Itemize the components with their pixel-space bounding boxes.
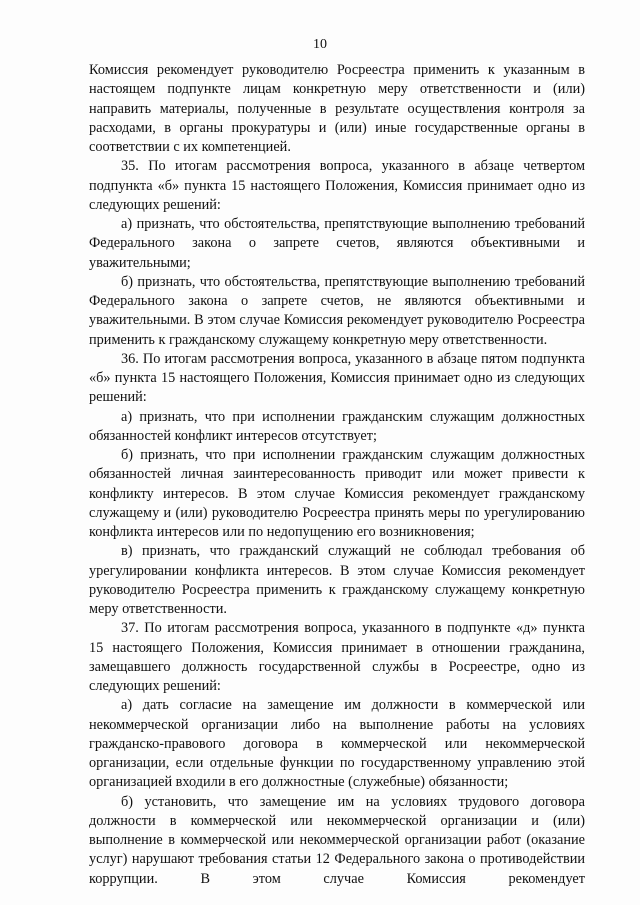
paragraph-item-35-b: б) признать, что обстоятельства, препятствующие выполнению требований Федерального закона о запрете счетов, не являются объективными и уважительными. В этом случае Комиссия рекомендует руководителю Росреестра применить к гражданскому служащему конкретную меру ответственности. bbox=[89, 273, 585, 348]
document-body bbox=[89, 61, 585, 889]
paragraph-item-37: 37. По итогам рассмотрения вопроса, указанного в подпункте «д» пункта 15 настоящего Положения, Комиссия принимает в отношении гражданина, замещавшего должность государственной службы в Росреестре, одно из следующих решений: bbox=[89, 620, 585, 694]
paragraph-item-36-b: б) признать, что при исполнении гражданским служащим должностных обязанностей личная заинтересованность приводит или может привести к конфликту интересов. В этом случае Комиссия рекомендует гражданскому служащему и (или) руководителю Росреестра принять меры по урегулированию конфликта интересов или по недопущению его возникновения; bbox=[89, 447, 585, 540]
paragraph-continuation: Комиссия рекомендует руководителю Росреестра применить к указанным в настоящем подпункте лицам конкретную меру ответственности и (или) направить материалы, полученные в результате осуществления контроля за расходами, в органы прокуратуры и (или) иные государственные органы в соответствии с их компетенцией. bbox=[89, 62, 585, 155]
paragraph-item-37-b: б) установить, что замещение им на условиях трудового договора должности в коммерческой или некоммерческой организации и (или) выполнение в коммерческой или некоммерческой организации работ (оказание услуг) нарушают требования статьи 12 Федерального закона о противодействии коррупции. В этом случае Комиссия рекомендует bbox=[89, 793, 585, 887]
paragraph-item-37-a: а) дать согласие на замещение им должности в коммерческой или некоммерческой организации либо на выполнение работы на условиях гражданско-правового договора в коммерческой или некоммерческой организации, если отдельные функции по государственному управлению этой организацией входили в его должностные (служебные) обязанности; bbox=[89, 697, 585, 791]
paragraph-item-35-a: а) признать, что обстоятельства, препятствующие выполнению требований Федерального закона о запрете счетов, являются объективными и уважительными; bbox=[89, 216, 585, 271]
paragraph-item-36-c: в) признать, что гражданский служащий не соблюдал требования об урегулировании конфликта интересов. В этом случае Комиссия рекомендует руководителю Росреестра применить к гражданскому служащему конкретную меру ответственности. bbox=[89, 543, 585, 617]
page-number: 10 bbox=[313, 37, 327, 52]
paragraph-item-36-a: а) признать, что при исполнении гражданским служащим должностных обязанностей конфликт интересов отсутствует; bbox=[89, 408, 585, 444]
paragraph-item-36: 36. По итогам рассмотрения вопроса, указанного в абзаце пятом подпункта «б» пункта 15 настоящего Положения, Комиссия принимает одно из следующих решений: bbox=[89, 350, 585, 406]
paragraph-item-35: 35. По итогам рассмотрения вопроса, указанного в абзаце четвертом подпункта «б» пункта 15 настоящего Положения, Комиссия принимает одно из следующих решений: bbox=[89, 158, 585, 213]
